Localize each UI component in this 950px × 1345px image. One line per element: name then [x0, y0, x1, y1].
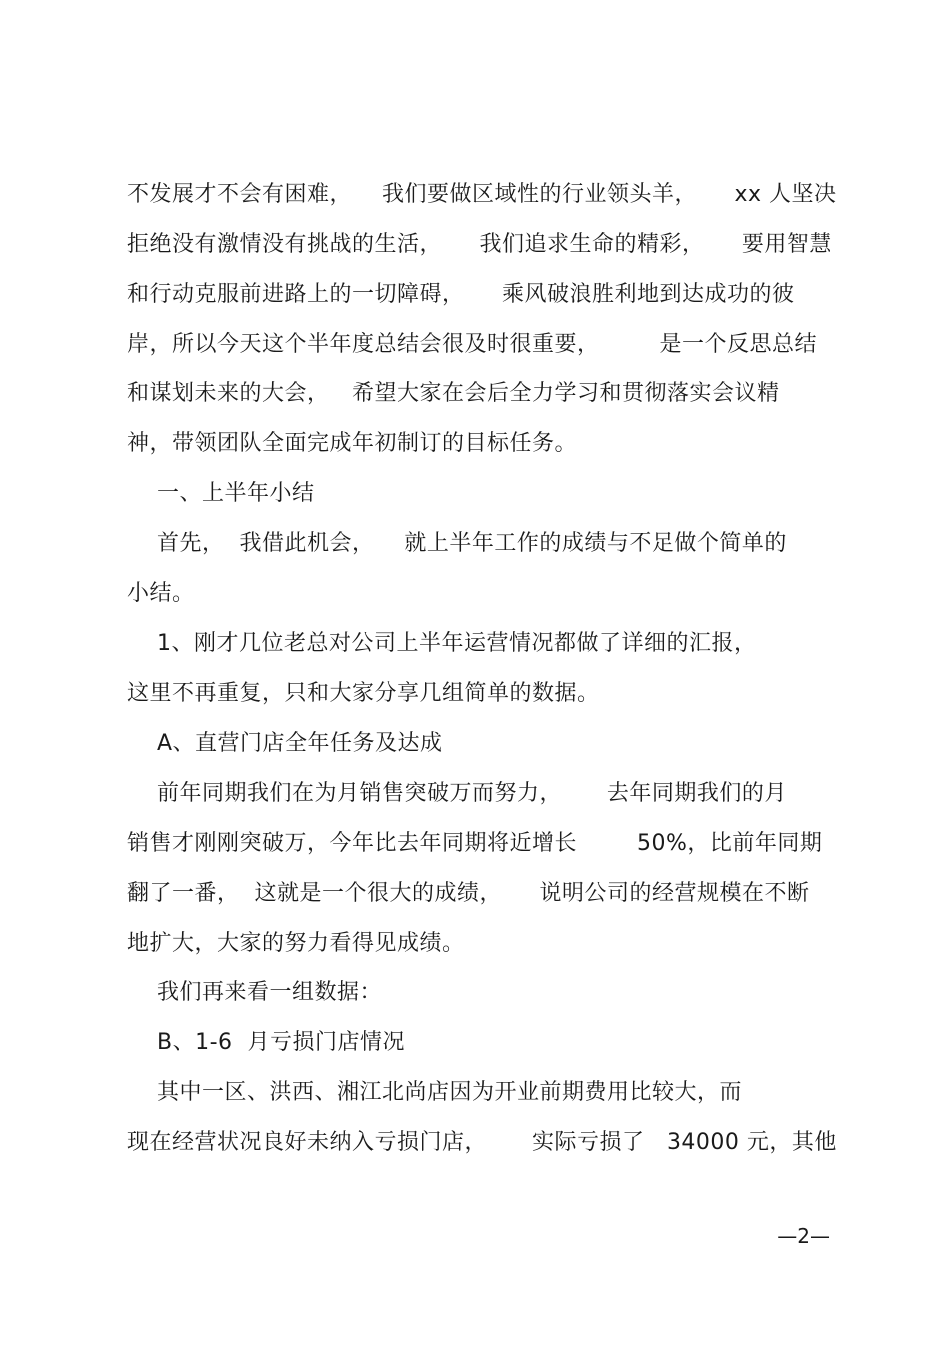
- body-line: 其中一区、洪西、湘江北尚店因为开业前期费用比较大，而: [127, 1080, 742, 1105]
- body-line: 不发展才不会有困难， 我们要做区域性的行业领头羊， xx 人坚决: [127, 182, 837, 207]
- body-line: 小结。: [127, 581, 195, 606]
- section-heading: 一、上半年小结: [127, 481, 315, 506]
- body-line: 这里不再重复，只和大家分享几组简单的数据。: [127, 681, 600, 706]
- body-line: 和行动克服前进路上的一切障碍， 乘风破浪胜利地到达成功的彼: [127, 282, 795, 307]
- body-line: 翻了一番， 这就是一个很大的成绩， 说明公司的经营规模在不断: [127, 881, 810, 906]
- body-line: 销售才刚刚突破万，今年比去年同期将近增长 50%，比前年同期: [127, 831, 823, 856]
- body-line: 我们再来看一组数据：: [127, 980, 382, 1005]
- subsection-heading: B、1-6 月亏损门店情况: [127, 1030, 405, 1055]
- body-line: 拒绝没有激情没有挑战的生活， 我们追求生命的精彩， 要用智慧: [127, 232, 832, 257]
- body-line: 首先， 我借此机会， 就上半年工作的成绩与不足做个简单的: [127, 531, 787, 556]
- body-line: 1、刚才几位老总对公司上半年运营情况都做了详细的汇报，: [127, 631, 757, 656]
- page-number: —2—: [777, 1224, 830, 1248]
- body-line: 现在经营状况良好未纳入亏损门店， 实际亏损了 34000 元，其他: [127, 1130, 837, 1155]
- body-line: 地扩大，大家的努力看得见成绩。: [127, 931, 465, 956]
- body-line: 神，带领团队全面完成年初制订的目标任务。: [127, 431, 578, 456]
- body-line: 岸，所以今天这个半年度总结会很及时很重要， 是一个反思总结: [127, 332, 817, 357]
- subsection-heading: A、直营门店全年任务及达成: [127, 731, 443, 756]
- body-line: 前年同期我们在为月销售突破万而努力， 去年同期我们的月: [127, 781, 787, 806]
- body-line: 和谋划未来的大会， 希望大家在会后全力学习和贯彻落实会议精: [127, 381, 780, 406]
